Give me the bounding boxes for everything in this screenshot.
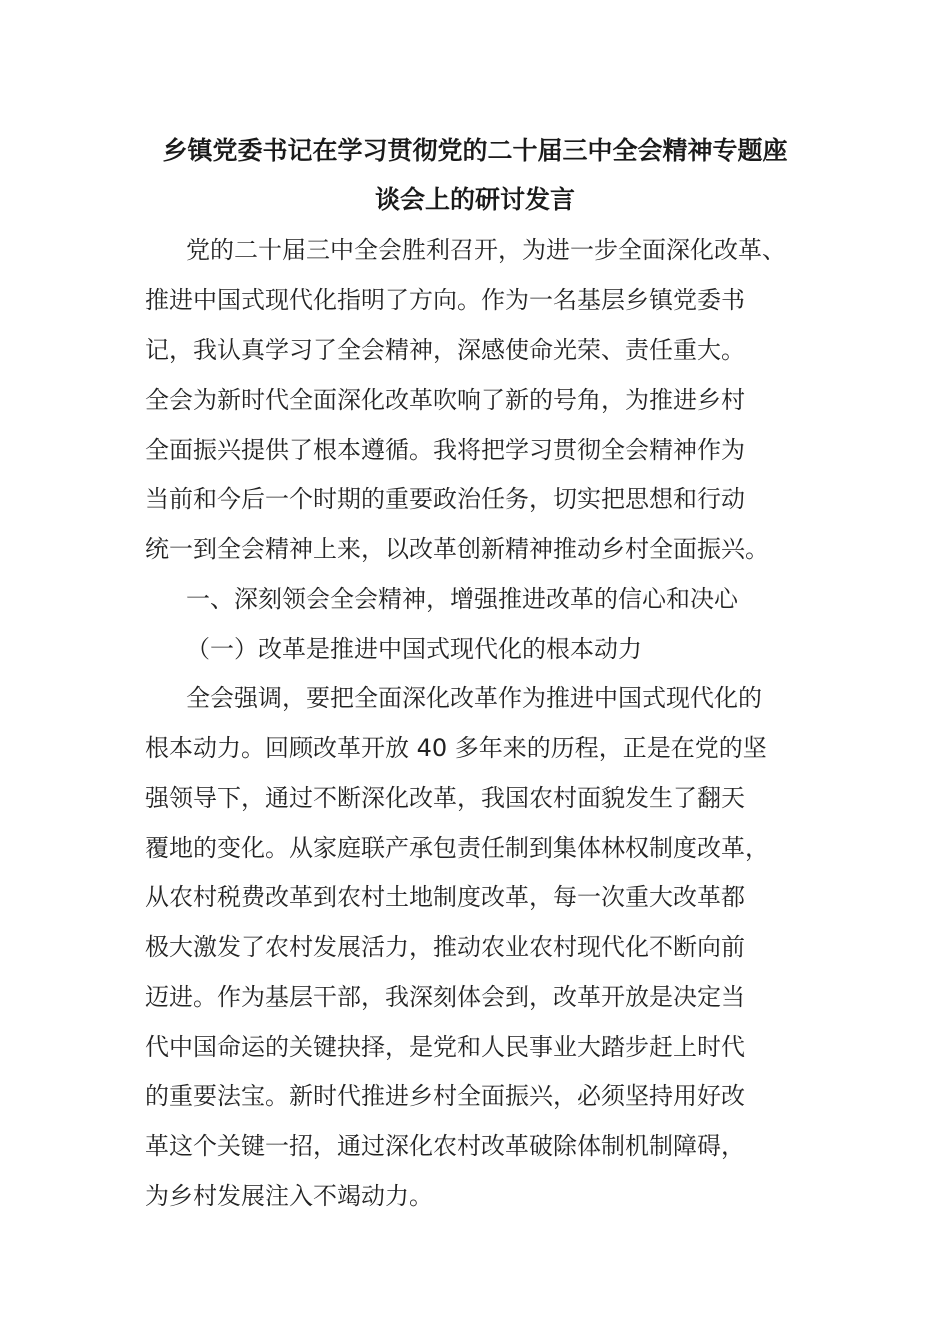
paragraph-line-2: 推进中国式现代化指明了方向。作为一名基层乡镇党委书 bbox=[145, 286, 745, 314]
paragraph-line-4: 全会为新时代全面深化改革吹响了新的号角，为推进乡村 bbox=[145, 386, 745, 414]
paragraph-line-6: 当前和今后一个时期的重要政治任务，切实把思想和行动 bbox=[145, 485, 745, 513]
paragraph-line-3: 记，我认真学习了全会精神，深感使命光荣、责任重大。 bbox=[145, 336, 745, 364]
section-heading: 一、深刻领会全会精神，增强推进改革的信心和决心 bbox=[186, 585, 738, 613]
title-line-1: 乡镇党委书记在学习贯彻党的二十届三中全会精神专题座 bbox=[162, 136, 788, 165]
paragraph-line-10: 强领导下，通过不断深化改革，我国农村面貌发生了翻天 bbox=[145, 784, 745, 812]
paragraph-line-18: 为乡村发展注入不竭动力。 bbox=[145, 1182, 433, 1210]
paragraph-line-5: 全面振兴提供了根本遵循。我将把学习贯彻全会精神作为 bbox=[145, 436, 745, 464]
paragraph-line-14: 迈进。作为基层干部，我深刻体会到，改革开放是决定当 bbox=[145, 983, 745, 1011]
paragraph-line-15: 代中国命运的关键抉择，是党和人民事业大踏步赶上时代 bbox=[145, 1033, 745, 1061]
paragraph-line-13: 极大激发了农村发展活力，推动农业农村现代化不断向前 bbox=[145, 933, 745, 961]
paragraph-line-16: 的重要法宝。新时代推进乡村全面振兴，必须坚持用好改 bbox=[145, 1082, 745, 1110]
paragraph-line-7: 统一到全会精神上来，以改革创新精神推动乡村全面振兴。 bbox=[145, 535, 769, 563]
title-line-2: 谈会上的研讨发言 bbox=[374, 185, 575, 214]
paragraph-line-17: 革这个关键一招，通过深化农村改革破除体制机制障碍， bbox=[145, 1132, 745, 1160]
paragraph-line-8: 全会强调，要把全面深化改革作为推进中国式现代化的 bbox=[186, 684, 762, 712]
paragraph-line-12: 从农村税费改革到农村土地制度改革，每一次重大改革都 bbox=[145, 883, 745, 911]
subsection-heading: （一）改革是推进中国式现代化的根本动力 bbox=[186, 635, 642, 663]
paragraph-line-1: 党的二十届三中全会胜利召开，为进一步全面深化改革、 bbox=[186, 236, 786, 264]
paragraph-line-11: 覆地的变化。从家庭联产承包责任制到集体林权制度改革， bbox=[145, 834, 769, 862]
paragraph-line-9: 根本动力。回顾改革开放 40 多年来的历程，正是在党的坚 bbox=[145, 734, 767, 762]
